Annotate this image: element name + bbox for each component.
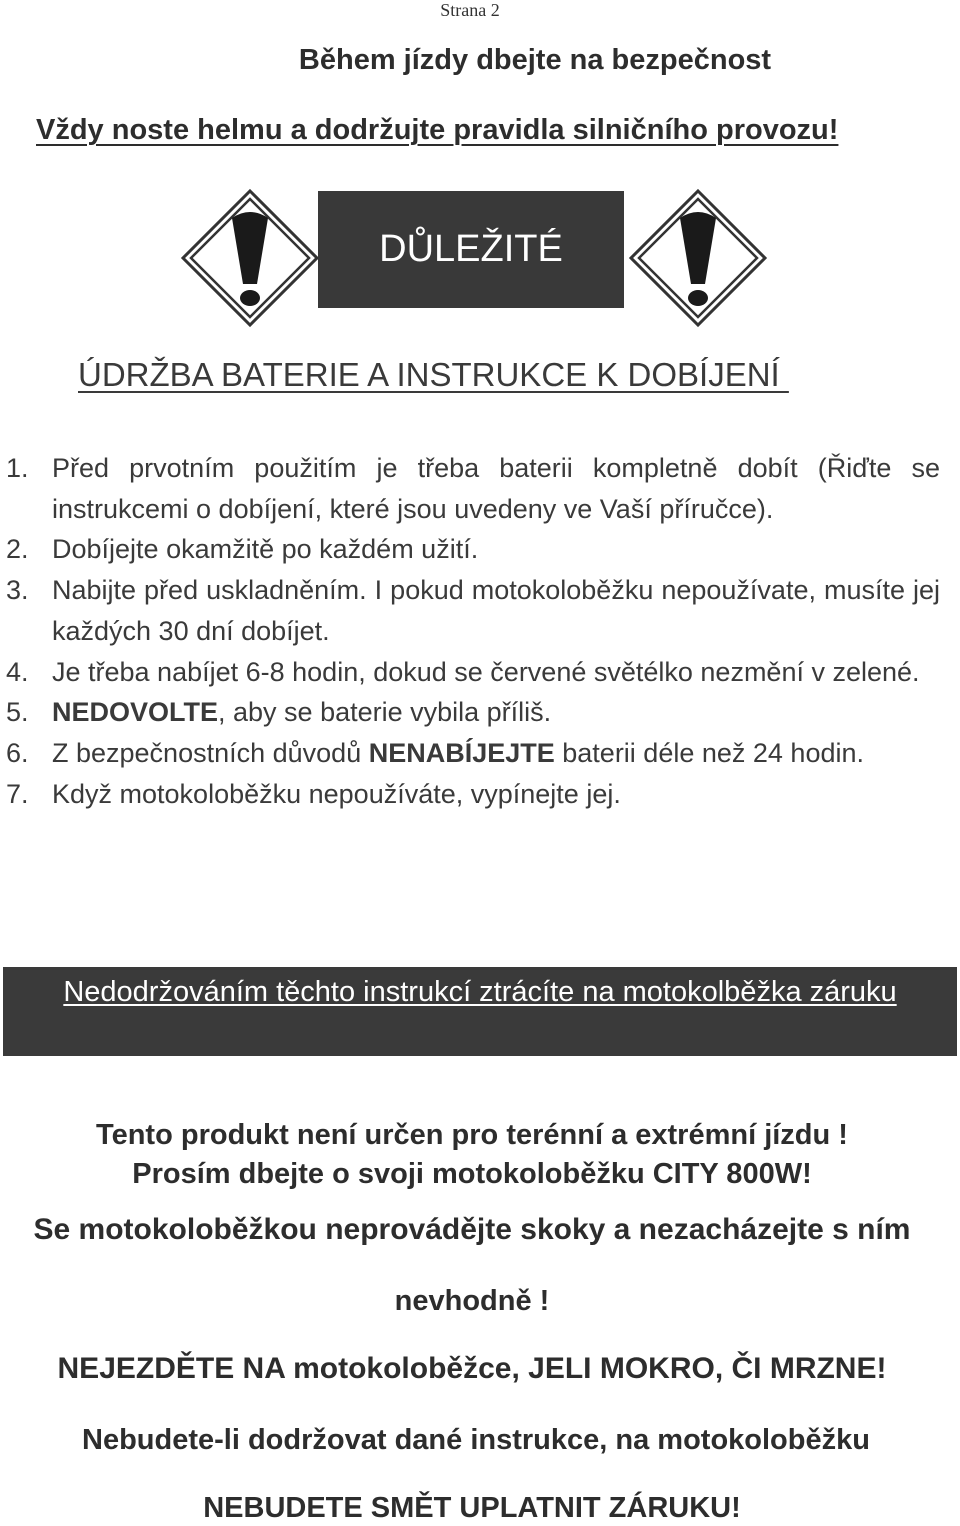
care-note: Prosím dbejte o svoji motokoloběžku CITY 800W!: [132, 1158, 812, 1190]
important-label-box: [318, 191, 624, 308]
warranty-void-note: NEBUDETE SMĚT UPLATNIT ZÁRUKU!: [203, 1492, 741, 1524]
list-item-text: Dobíjejte okamžitě po každém užití.: [52, 534, 479, 565]
helmet-heading: Vždy noste helmu a dodržujte pravidla silničního provozu!: [36, 114, 839, 146]
list-item-number: 1.: [6, 453, 29, 483]
list-item-text: Před prvotním použitím je třeba baterii kompletně dobít (Řiďte se instrukcemi o dobíjení, které jsou uvedeny ve Vaší příručce).: [52, 453, 940, 524]
list-item-text: Když motokoloběžku nepoužíváte, vypínejte jej.: [52, 778, 621, 809]
important-label: DŮLEŽITÉ: [379, 228, 563, 270]
safety-heading: Během jízdy dbejte na bezpečnost: [298, 44, 772, 76]
jumps-note: Se motokoloběžkou neprovádějte skoky a nezacházejte s ním: [33, 1213, 911, 1246]
wet-conditions-note: NEJEZDĚTE NA motokoloběžce, JELI MOKRO, ČI MRZNE!: [57, 1352, 887, 1385]
warranty-warning-text: Nedodržováním těchto instrukcí ztrácíte na motokolběžka záruku: [63, 976, 897, 1008]
page-number: Strana 2: [440, 0, 500, 20]
list-item: [6, 733, 940, 774]
list-item-number: 2.: [6, 534, 29, 565]
list-item-text: NEDOVOLTE, aby se baterie vybila příliš.: [52, 697, 552, 728]
improper-note: nevhodně !: [394, 1285, 550, 1317]
battery-section-title: ÚDRŽBA BATERIE A INSTRUKCE K DOBÍJENÍ: [78, 356, 789, 393]
list-item-number: 5.: [6, 697, 29, 728]
list-item: [6, 570, 940, 651]
list-item: [6, 652, 940, 693]
battery-instructions-list: [6, 448, 940, 814]
list-item: [6, 774, 940, 815]
list-item: [6, 448, 940, 529]
warranty-warning-banner: [3, 967, 957, 1056]
list-item-text: Z bezpečnostních důvodů NENABÍJEJTE baterii déle než 24 hodin.: [52, 737, 864, 768]
list-item: [6, 692, 940, 733]
list-item-number: 7.: [6, 778, 29, 809]
list-item-number: 3.: [6, 575, 29, 606]
list-item-text: Je třeba nabíjet 6-8 hodin, dokud se červené světélko nezmění v zelené.: [52, 656, 920, 687]
instructions-note: Nebudete-li dodržovat dané instrukce, na motokoloběžku: [82, 1424, 870, 1456]
list-item-text: Nabijte před uskladněním. I pokud motokoloběžku nepoužívate, musíte jej každých 30 dní dobíjet.: [52, 575, 940, 646]
offroad-note: Tento produkt není určen pro terénní a extrémní jízdu !: [96, 1119, 848, 1151]
list-item-number: 6.: [6, 737, 29, 768]
list-item: [6, 529, 940, 570]
emphasis: NEDOVOLTE: [52, 697, 219, 728]
warning-diamond-icon: [628, 188, 768, 328]
warning-diamond-icon: [180, 188, 320, 328]
emphasis: NENABÍJEJTE: [368, 737, 555, 768]
list-item-number: 4.: [6, 656, 29, 687]
